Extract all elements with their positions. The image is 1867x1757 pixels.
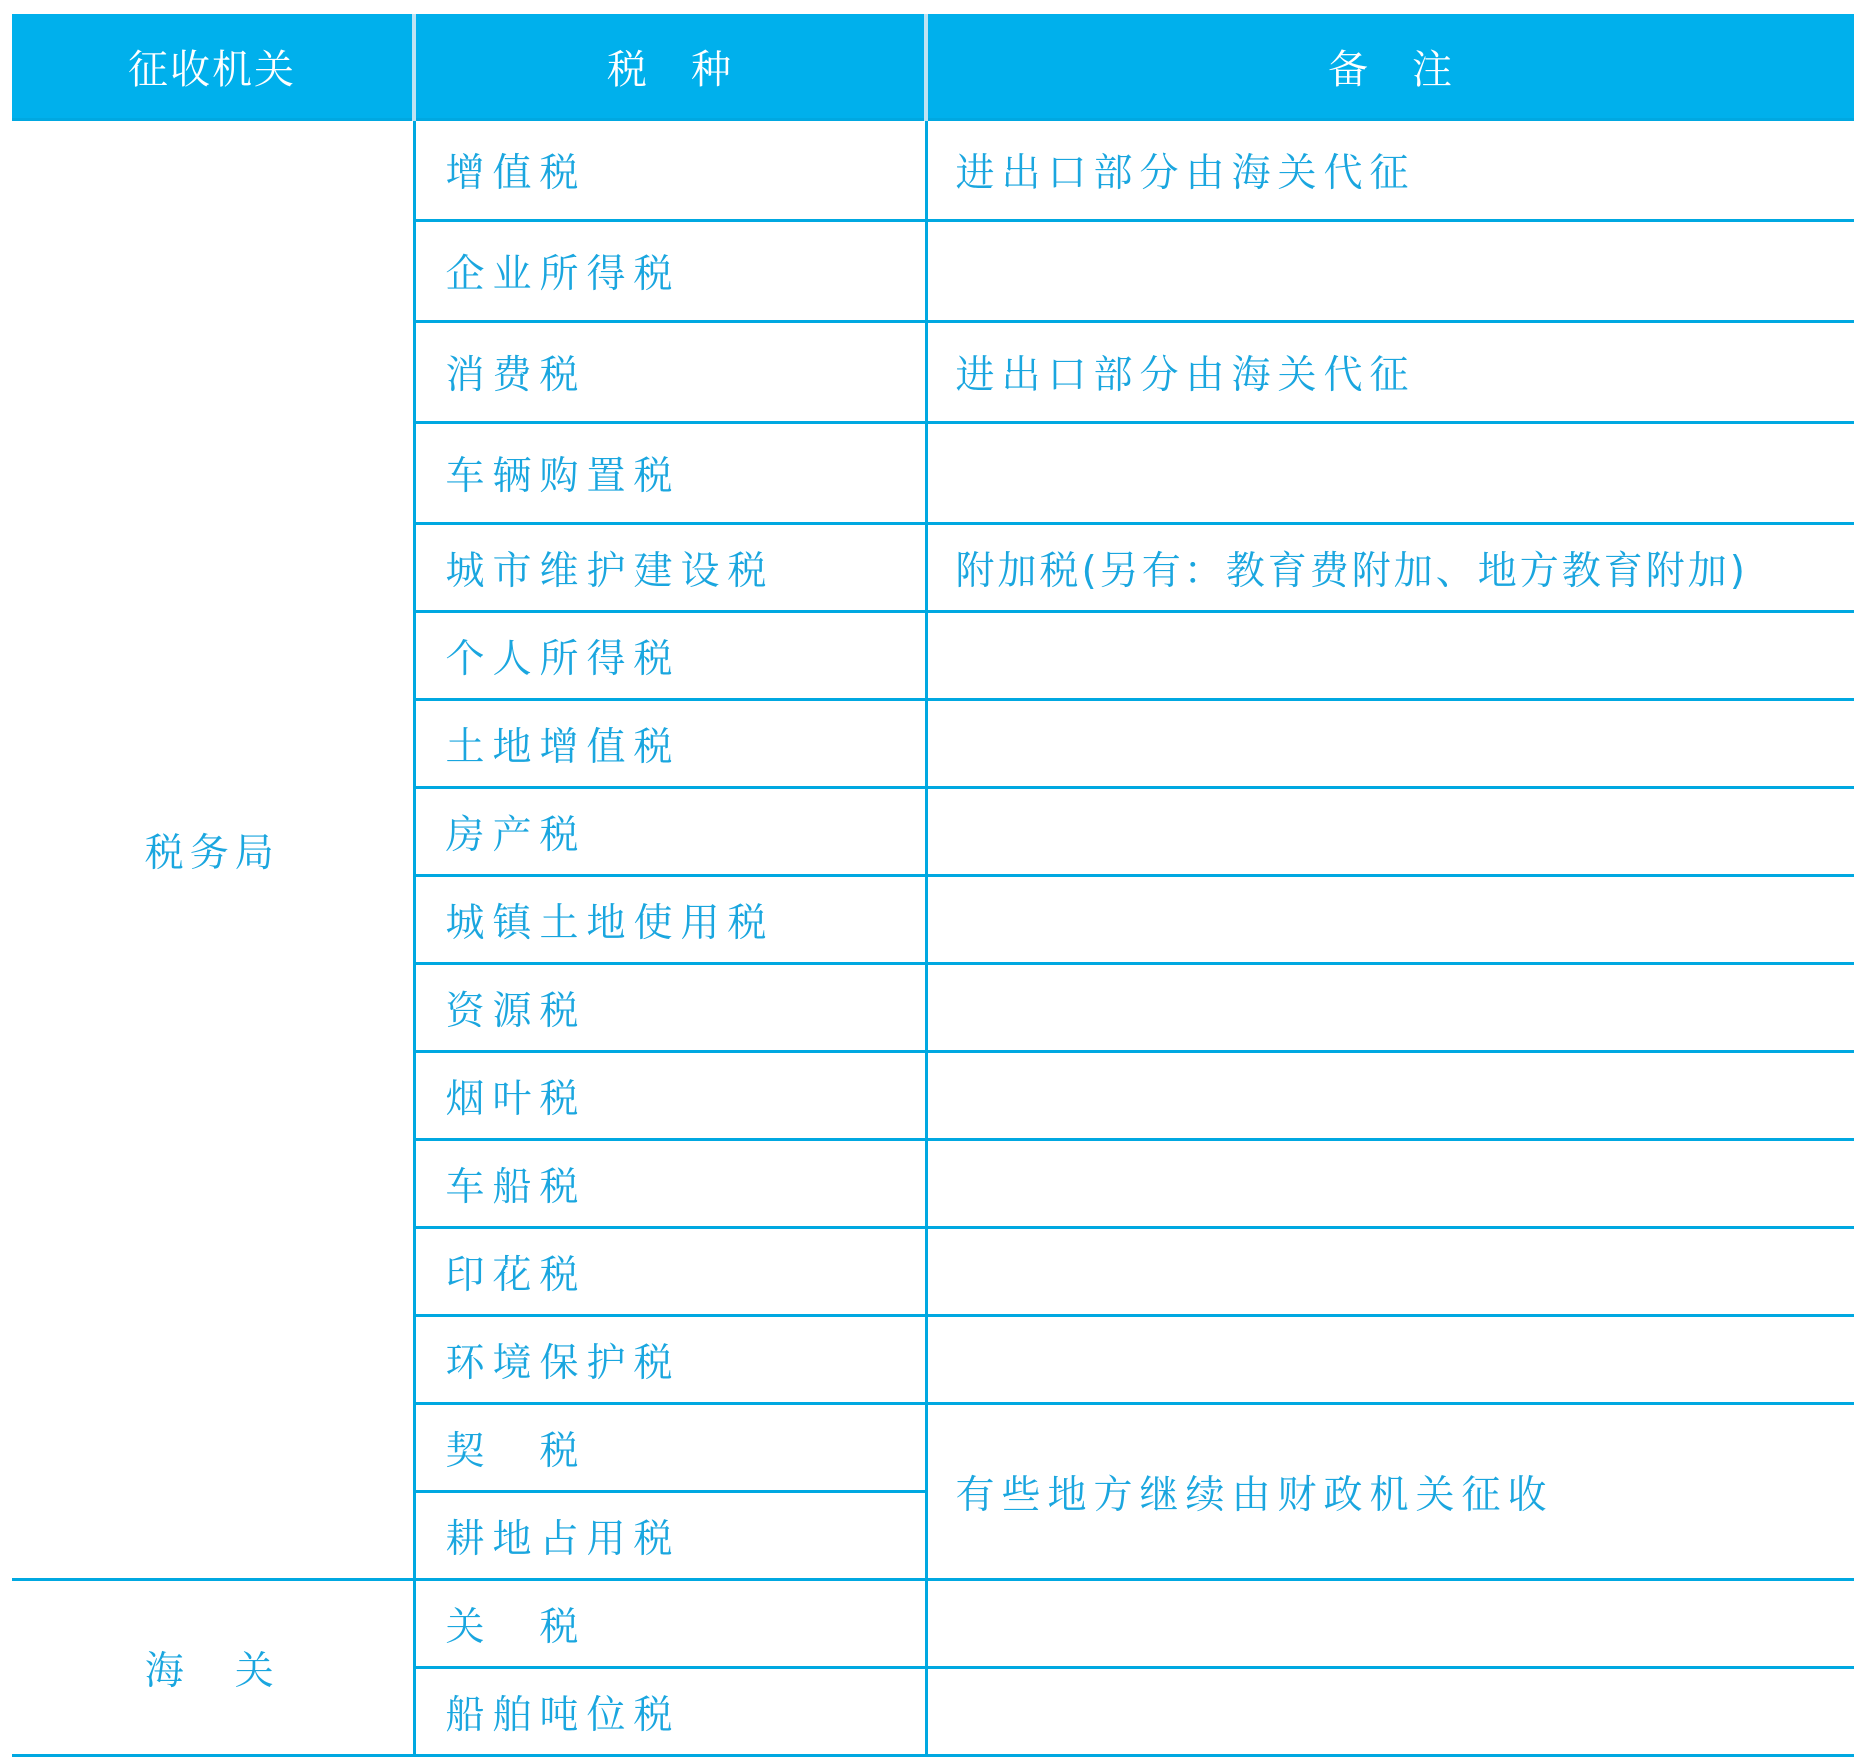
tax-type-cell: 烟叶税: [414, 1052, 926, 1140]
table-row: [12, 120, 1854, 221]
tax-type-cell: 房产税: [414, 788, 926, 876]
table-row: [12, 1580, 1854, 1668]
tax-collection-table: [12, 14, 1854, 1757]
tax-type-cell: 消费税: [414, 322, 926, 423]
remark-cell: [926, 788, 1854, 876]
tax-type-cell: 资源税: [414, 964, 926, 1052]
tax-type-cell: 城市维护建设税: [414, 524, 926, 612]
remark-cell: 进出口部分由海关代征: [926, 120, 1854, 221]
remark-cell: 进出口部分由海关代征: [926, 322, 1854, 423]
remark-cell: [926, 876, 1854, 964]
tax-type-cell: 土地增值税: [414, 700, 926, 788]
remark-cell: [926, 964, 1854, 1052]
remark-cell: [926, 700, 1854, 788]
tax-type-cell: 车船税: [414, 1140, 926, 1228]
remark-cell: [926, 612, 1854, 700]
remark-cell: [926, 1316, 1854, 1404]
remark-cell: 附加税(另有：教育费附加、地方教育附加): [926, 524, 1854, 612]
tax-type-cell: 车辆购置税: [414, 423, 926, 524]
tax-type-cell: 个人所得税: [414, 612, 926, 700]
table-header-row: [12, 14, 1854, 120]
remark-cell: [926, 1052, 1854, 1140]
tax-type-cell: 企业所得税: [414, 221, 926, 322]
tax-type-cell: 增值税: [414, 120, 926, 221]
remark-cell: [926, 1580, 1854, 1668]
tax-type-cell: 关 税: [414, 1580, 926, 1668]
remark-cell: [926, 1228, 1854, 1316]
header-remark: 备 注: [926, 14, 1854, 120]
header-agency: 征收机关: [12, 14, 414, 120]
agency-tax-bureau: 税务局: [12, 120, 414, 1580]
tax-type-cell: 印花税: [414, 1228, 926, 1316]
tax-type-cell: 环境保护税: [414, 1316, 926, 1404]
remark-cell: [926, 1668, 1854, 1756]
remark-cell: [926, 423, 1854, 524]
remark-cell: 有些地方继续由财政机关征收: [926, 1404, 1854, 1580]
agency-customs: 海 关: [12, 1580, 414, 1756]
tax-type-cell: 契 税: [414, 1404, 926, 1492]
remark-cell: [926, 221, 1854, 322]
remark-cell: [926, 1140, 1854, 1228]
tax-type-cell: 船舶吨位税: [414, 1668, 926, 1756]
tax-type-cell: 耕地占用税: [414, 1492, 926, 1580]
tax-type-cell: 城镇土地使用税: [414, 876, 926, 964]
header-tax-type: 税 种: [414, 14, 926, 120]
